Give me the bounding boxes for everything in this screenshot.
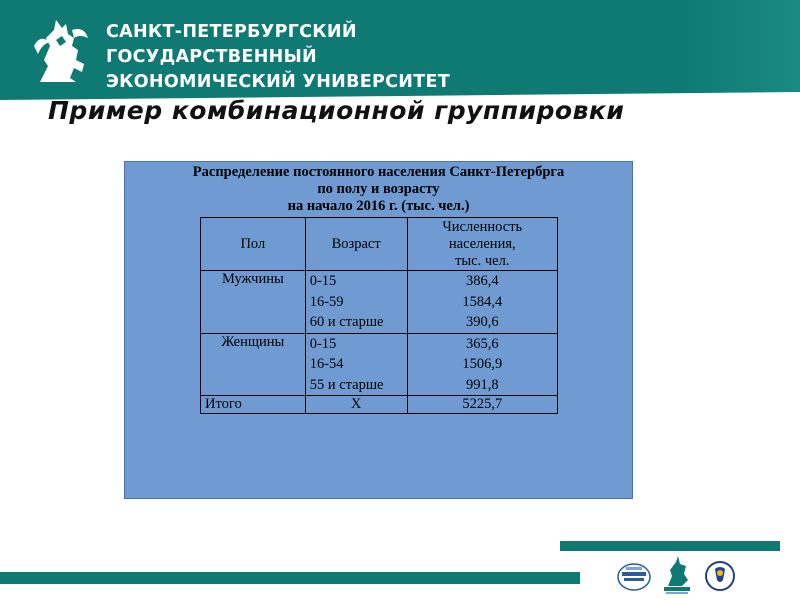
header-sex: Пол	[201, 218, 306, 271]
partner-logos	[612, 556, 742, 596]
count-value: 386,4	[465, 273, 499, 289]
inzhekon-logo-icon	[616, 562, 652, 592]
count-cell-men	[407, 271, 557, 334]
count-value: 1506,9	[462, 356, 503, 372]
header-age: Возраст	[305, 218, 407, 271]
table-caption-line2: по полу и возрасту	[317, 181, 440, 197]
age-value: 0-15	[309, 273, 337, 289]
age-value: 60 и старше	[309, 314, 384, 330]
slide-title: Пример комбинационной группировки	[48, 96, 625, 125]
count-value: 1584,4	[462, 293, 503, 310]
total-age: Х	[305, 396, 407, 414]
header-band-accent	[680, 0, 800, 100]
footer-accent-band	[560, 541, 780, 551]
header-count-line1: Численность	[442, 218, 523, 235]
header-count-line3: тыс. чел.	[455, 252, 510, 269]
count-cell-women	[407, 333, 557, 396]
table-total-row	[201, 396, 558, 414]
age-cell-men	[305, 271, 407, 334]
age-value: 16-54	[309, 356, 344, 372]
table-caption	[125, 164, 632, 215]
age-cell-women	[305, 333, 407, 396]
header-band	[0, 0, 800, 100]
university-name-line2: ГОСУДАРСТВЕННЫЙ	[106, 47, 317, 67]
griffin-logo-icon	[26, 16, 98, 88]
count-value: 991,8	[465, 376, 499, 393]
age-value: 16-59	[309, 293, 344, 310]
university-name	[106, 20, 450, 95]
university-name-line3: ЭКОНОМИЧЕСКИЙ УНИВЕРСИТЕТ	[106, 72, 450, 92]
population-table	[200, 217, 558, 414]
header-count-line2: населения,	[448, 235, 516, 252]
total-value: 5225,7	[407, 396, 557, 414]
count-value: 390,6	[465, 314, 499, 330]
university-name-line1: САНКТ-ПЕТЕРБУРГСКИЙ	[106, 22, 357, 42]
age-value: 55 и старше	[309, 376, 384, 393]
table-row	[201, 271, 558, 334]
table-caption-line3: на начало 2016 г. (тыс. чел.)	[287, 198, 470, 214]
table-row	[201, 333, 558, 396]
count-value: 365,6	[465, 335, 499, 352]
age-value: 0-15	[309, 335, 337, 352]
university-emblem-icon	[704, 560, 736, 592]
table-header-row	[201, 218, 558, 271]
footer-band	[0, 572, 580, 584]
total-label: Итого	[201, 396, 306, 414]
sex-cell-women: Женщины	[201, 333, 306, 396]
header-count	[407, 218, 557, 271]
finek-logo-icon	[662, 556, 692, 594]
table-caption-line1: Распределение постоянного населения Санкт-Петербрга	[192, 164, 565, 180]
sex-cell-men: Мужчины	[201, 271, 306, 334]
table-panel	[124, 161, 633, 499]
